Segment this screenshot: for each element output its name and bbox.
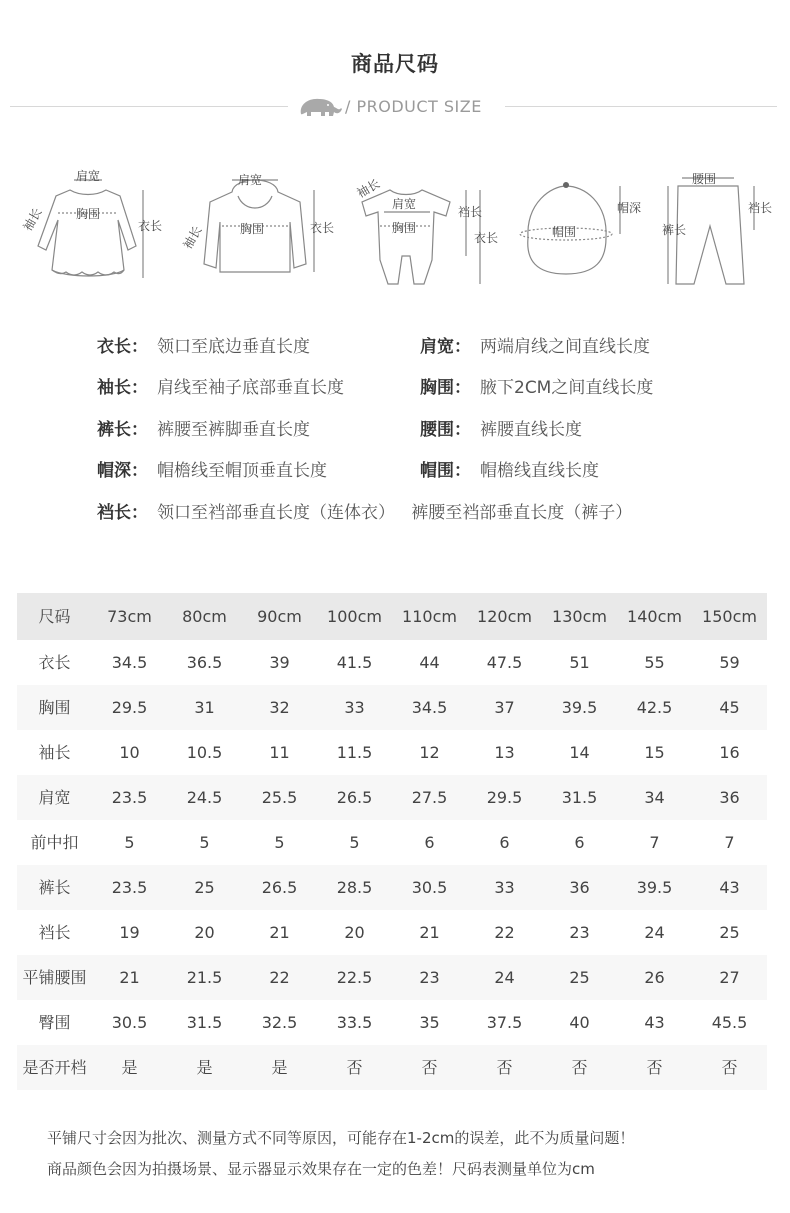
dress-sleeve-label: 袖长: [20, 205, 45, 234]
table-cell: 36.5: [186, 653, 223, 672]
table-cell: 37.5: [486, 1013, 523, 1032]
table-cell: 7: [724, 833, 735, 852]
table-cell: 是: [121, 1058, 138, 1077]
table-cell: 15: [644, 743, 665, 762]
table-cell: 45.5: [711, 1013, 748, 1032]
table-cell: 25.5: [261, 788, 298, 807]
table-cell: 32: [269, 698, 290, 717]
size-table: [17, 593, 767, 1090]
table-cell: 44: [419, 653, 440, 672]
table-cell: 34.5: [411, 698, 448, 717]
romper-sleeve-label: 袖长: [354, 176, 383, 201]
table-cell: 13: [494, 743, 515, 762]
romper-chest-label: 胸围: [392, 221, 417, 235]
table-cell: 29.5: [111, 698, 148, 717]
page-title: 商品尺码: [351, 52, 439, 76]
table-cell: 25: [194, 878, 215, 897]
table-cell: 23.5: [111, 878, 148, 897]
table-header-cell: 100cm: [327, 607, 382, 626]
table-cell: 35: [419, 1013, 440, 1032]
definition-row: [0, 373, 790, 401]
table-row: [17, 910, 767, 955]
table-cell: 6: [424, 833, 435, 852]
table-row: [17, 730, 767, 775]
table-row: [17, 1000, 767, 1045]
table-cell: 31.5: [186, 1013, 223, 1032]
definition-key: 裆长：: [97, 503, 148, 523]
table-cell: 21: [269, 923, 290, 942]
table-cell: 否: [421, 1058, 438, 1077]
table-body: [17, 640, 767, 1090]
table-cell: 37: [494, 698, 515, 717]
table-row: [17, 685, 767, 730]
table-cell: 14: [569, 743, 590, 762]
table-cell: 否: [346, 1058, 363, 1077]
table-cell: 45: [719, 698, 740, 717]
table-cell: 19: [119, 923, 140, 942]
table-cell: 27: [719, 968, 740, 987]
table-cell: 20: [194, 923, 215, 942]
definition-key: 裤长：: [97, 420, 148, 440]
table-header-cell: 120cm: [477, 607, 532, 626]
table-row-label: 衣长: [38, 653, 71, 672]
table-cell: 55: [644, 653, 665, 672]
table-cell: 28.5: [336, 878, 373, 897]
table-row-label: 裤长: [38, 878, 71, 897]
notes: [47, 1123, 634, 1185]
table-cell: 6: [574, 833, 585, 852]
definition-key: 衣长：: [97, 337, 148, 357]
table-cell: 否: [646, 1058, 663, 1077]
table-cell: 39: [269, 653, 290, 672]
table-cell: 22: [269, 968, 290, 987]
table-cell: 22: [494, 923, 515, 942]
table-cell: 42.5: [636, 698, 673, 717]
definition-value: 领口至裆部垂直长度（连体衣） 裤腰至裆部垂直长度（裤子）: [157, 503, 633, 523]
table-cell: 5: [124, 833, 135, 852]
table-header-row: [17, 593, 767, 640]
table-cell: 41.5: [336, 653, 373, 672]
table-cell: 36: [719, 788, 740, 807]
table-cell: 36: [569, 878, 590, 897]
divider-right: [505, 106, 777, 107]
table-row: [17, 865, 767, 910]
elephant-icon: [295, 94, 343, 120]
table-cell: 43: [719, 878, 740, 897]
definition-key: 帽深：: [97, 461, 148, 481]
pants-crotch-label: 裆长: [748, 201, 773, 215]
table-cell: 34: [644, 788, 665, 807]
table-cell: 5: [349, 833, 360, 852]
cap-button: [563, 182, 569, 188]
table-cell: 43: [644, 1013, 665, 1032]
table-cell: 39.5: [561, 698, 598, 717]
diagram-canvas: [0, 160, 790, 300]
definition-key: 帽围：: [420, 461, 471, 481]
table-cell: 12: [419, 743, 440, 762]
hoodie-shoulder-label: 肩宽: [238, 173, 263, 187]
table-row: [17, 640, 767, 685]
table-cell: 11: [269, 743, 290, 762]
table-cell: 30.5: [111, 1013, 148, 1032]
table-cell: 21.5: [186, 968, 223, 987]
dress-chest-label: 胸围: [76, 207, 101, 221]
definition-key: 腰围：: [420, 420, 471, 440]
dress-diagram: [38, 180, 143, 278]
table-cell: 20: [344, 923, 365, 942]
table-row-label: 肩宽: [38, 788, 71, 807]
definition-value: 裤腰直线长度: [480, 420, 582, 440]
table-cell: 6: [499, 833, 510, 852]
table-row: [17, 820, 767, 865]
table-cell: 26.5: [261, 878, 298, 897]
definition-value: 腋下2CM之间直线长度: [480, 378, 654, 398]
table-cell: 是: [271, 1058, 288, 1077]
table-cell: 否: [721, 1058, 738, 1077]
definition-row: [0, 415, 790, 443]
table-cell: 7: [649, 833, 660, 852]
dress-length-label: 衣长: [138, 219, 163, 233]
table-cell: 10.5: [186, 743, 223, 762]
note-line: 平铺尺寸会因为批次、测量方式不同等原因，可能存在1-2cm的误差，此不为质量问题！: [47, 1129, 635, 1147]
page-subtitle: / PRODUCT SIZE: [345, 97, 482, 116]
definition-value: 裤腰至裤脚垂直长度: [157, 420, 310, 440]
table-cell: 5: [199, 833, 210, 852]
table-header-cell: 150cm: [702, 607, 757, 626]
dress-shoulder-label: 肩宽: [76, 169, 101, 183]
definition-key: 袖长：: [97, 378, 148, 398]
table-row-label: 袖长: [38, 743, 71, 762]
table-cell: 是: [196, 1058, 213, 1077]
table-header-cell: 尺码: [38, 607, 71, 626]
hoodie-chest-label: 胸围: [240, 222, 265, 236]
table-row: [17, 955, 767, 1000]
table-cell: 23: [569, 923, 590, 942]
definition-row: [0, 332, 790, 360]
table-header-cell: 73cm: [107, 607, 152, 626]
table-cell: 11.5: [336, 743, 373, 762]
cap-circumference-label: 帽围: [552, 225, 577, 239]
pants-length-label: 裤长: [662, 223, 687, 237]
table-cell: 30.5: [411, 878, 448, 897]
table-cell: 23: [419, 968, 440, 987]
table-cell: 21: [119, 968, 140, 987]
measurement-diagrams: [0, 160, 790, 300]
table-cell: 25: [719, 923, 740, 942]
table-cell: 26: [644, 968, 665, 987]
table-cell: 24.5: [186, 788, 223, 807]
table-row: [17, 775, 767, 820]
table-cell: 10: [119, 743, 140, 762]
pants-waist-label: 腰围: [692, 172, 717, 186]
definition-key: 肩宽：: [420, 337, 471, 357]
table-header-cell: 80cm: [182, 607, 227, 626]
table-cell: 32.5: [261, 1013, 298, 1032]
table-cell: 27.5: [411, 788, 448, 807]
table-cell: 16: [719, 743, 740, 762]
table-row-label: 臀围: [38, 1013, 71, 1032]
table-header-cell: 140cm: [627, 607, 682, 626]
romper-crotch-label: 裆长: [458, 205, 483, 219]
hoodie-length-label: 衣长: [310, 221, 335, 235]
table-row-label: 胸围: [38, 698, 71, 717]
table-cell: 否: [496, 1058, 513, 1077]
definition-row: [0, 456, 790, 484]
romper-shoulder-label: 肩宽: [392, 197, 417, 211]
table-cell: 21: [419, 923, 440, 942]
table-cell: 25: [569, 968, 590, 987]
table-cell: 26.5: [336, 788, 373, 807]
table-cell: 29.5: [486, 788, 523, 807]
table-cell: 47.5: [486, 653, 523, 672]
table-cell: 51: [569, 653, 590, 672]
definition-row: [0, 498, 790, 526]
definition-value: 领口至底边垂直长度: [157, 337, 310, 357]
table-cell: 39.5: [636, 878, 673, 897]
cap-depth-label: 帽深: [617, 201, 642, 215]
definition-value: 帽檐线至帽顶垂直长度: [157, 461, 327, 481]
table-cell: 34.5: [111, 653, 148, 672]
table-row-label: 裆长: [38, 923, 71, 942]
table-cell: 22.5: [336, 968, 373, 987]
divider-left: [10, 106, 288, 107]
table-row-label: 平铺腰围: [22, 968, 87, 987]
note-line: 商品颜色会因为拍摄场景、显示器显示效果存在一定的色差！尺码表测量单位为cm: [47, 1160, 595, 1178]
definition-value: 肩线至袖子底部垂直长度: [157, 378, 344, 398]
table-cell: 31: [194, 698, 215, 717]
definition-value: 帽檐线直线长度: [480, 461, 599, 481]
table-cell: 24: [494, 968, 515, 987]
table-header-cell: 90cm: [257, 607, 302, 626]
table-cell: 24: [644, 923, 665, 942]
table-cell: 否: [571, 1058, 588, 1077]
table-cell: 5: [274, 833, 285, 852]
definition-value: 两端肩线之间直线长度: [480, 337, 650, 357]
table-header-cell: 110cm: [402, 607, 457, 626]
subtitle-row: [0, 94, 790, 120]
table-row-label: 前中扣: [30, 833, 79, 852]
table-cell: 31.5: [561, 788, 598, 807]
table-cell: 23.5: [111, 788, 148, 807]
definition-key: 胸围：: [420, 378, 471, 398]
table-cell: 59: [719, 653, 740, 672]
romper-length-label: 衣长: [474, 231, 499, 245]
hoodie-sleeve-label: 袖长: [180, 223, 205, 252]
table-row-label: 是否开档: [22, 1058, 87, 1077]
table-cell: 40: [569, 1013, 590, 1032]
table-row: [17, 1045, 767, 1090]
table-cell: 33.5: [336, 1013, 373, 1032]
table-cell: 33: [494, 878, 515, 897]
table-header-cell: 130cm: [552, 607, 607, 626]
table-cell: 33: [344, 698, 365, 717]
